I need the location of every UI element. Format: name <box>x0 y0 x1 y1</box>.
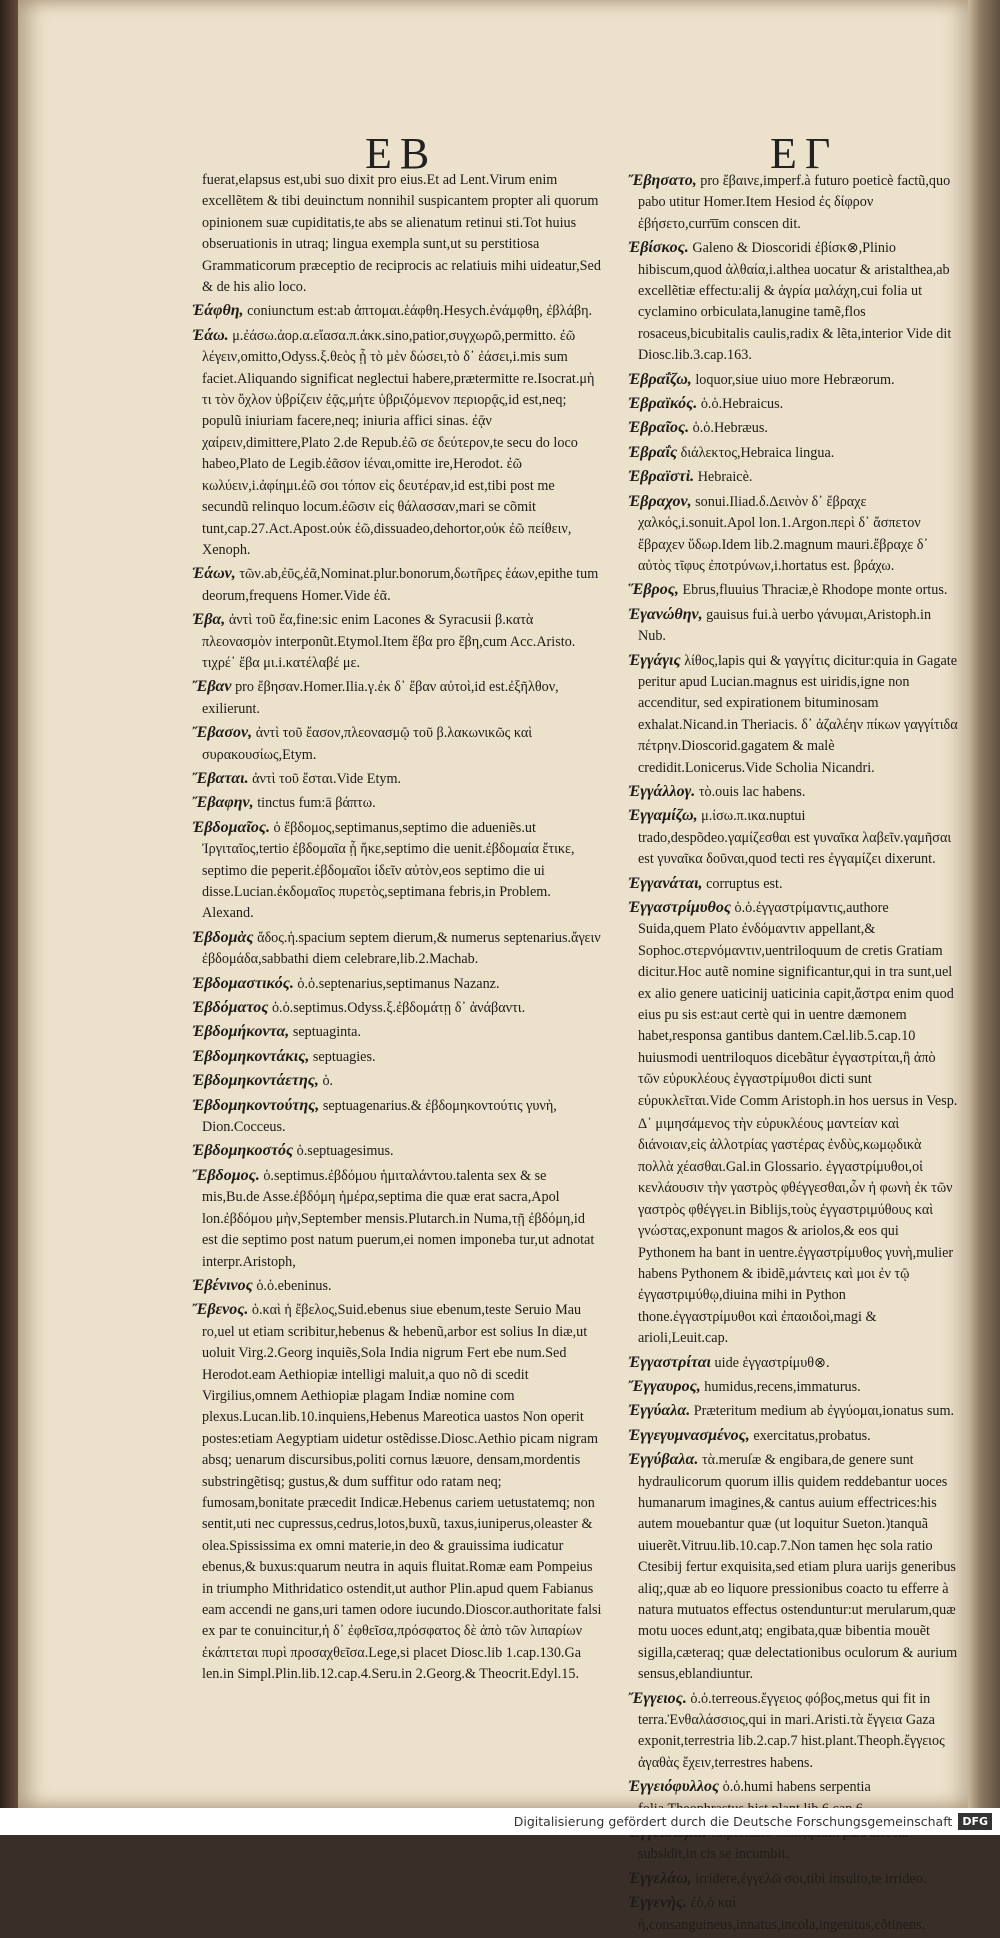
entry-definition: ἄδος.ἡ.spacium septem dierum,& numerus septenarius.ἄγειν ἐβδομάδα,sabbathi diem celebrare,lib.2.Machab. <box>202 929 601 968</box>
entry-headword: Ἐγγάγις <box>628 651 681 669</box>
dictionary-entry <box>628 466 958 488</box>
entry-headword: Ἐάω. <box>192 326 229 344</box>
entry-definition: ὁ.septuagesimus. <box>296 1143 394 1160</box>
entry-headword: Ἐγγενὴς. <box>628 1894 688 1912</box>
entry-headword: Ἐβραΐζω, <box>628 370 692 388</box>
entry-headword: Ἐβραϊκός. <box>628 395 698 413</box>
entry-headword: Ἑάφθη, <box>192 302 244 320</box>
dictionary-entry <box>192 676 604 720</box>
entry-headword: Ἐβδομήκοντα, <box>192 1023 290 1041</box>
dictionary-entry <box>628 873 958 895</box>
dictionary-entry <box>628 897 958 1112</box>
dictionary-entry <box>192 609 604 674</box>
entry-definition: τὰ.meruſæ & engibara,de genere sunt hydraulicorum quorum illis quidem reddebantur uoces humanarum imagines,& cantus auium effectrices:his autem mouebantur quæ (ut loquitur Sueton.)tanquã uiuerẽt.Vitruu.lib.10.cap.7.Non tamen hęc sola ratio Ctesibij fertur exquisita,sed etiam plura uarijs generibus aliq;,quæ ab eo liquore pressionibus coacto tu efferre à natura mutuatos effectus ostenduntur:ut merularum,quæ motu uoces edunt,atq; engibata,quæ bibentia mouẽt sigilla,cæteraq; quæ delectationibus oculorum & aurium sensus,eblandiuntur. <box>638 1452 958 1683</box>
entry-headword: Ἔβαφην, <box>192 794 254 812</box>
entry-headword: Ἐβδομηκοστός <box>192 1142 294 1160</box>
dictionary-entry <box>628 369 958 391</box>
dictionary-entry <box>628 579 958 601</box>
entry-headword: Ἑάων, <box>192 565 236 583</box>
entry-headword: Ἐβδομηκοντούτης, <box>192 1096 320 1114</box>
entry-definition: ὁ.ὁ.septenarius,septimanus Nazanz. <box>297 975 500 992</box>
entry-headword: Ἔγγειος. <box>628 1689 687 1707</box>
entry-definition: pro ἔβησαν.Homer.Ilia.γ.ἐκ δ᾽ ἔβαν αὐτοὶ,id est.ἐξῆλθον, exilierunt. <box>202 679 559 717</box>
dictionary-entry <box>192 563 604 607</box>
dictionary-entry <box>628 1892 958 1936</box>
dictionary-entry <box>192 1095 604 1139</box>
dictionary-entry <box>192 1299 604 1685</box>
entry-definition: humidus,recens,immaturus. <box>704 1378 861 1395</box>
dictionary-entry <box>192 300 604 322</box>
entry-definition: Præteritum medium ab ἐγγύομαι,ionatus sum. <box>693 1403 955 1420</box>
entry-headword: Ἔγγαυρος, <box>628 1377 701 1395</box>
entry-definition: μ.ἐάσω.ἀορ.α.εἴασα.π.ἀκκ.sino,patior,συγχωρῶ,permitto. ἐῶ λέγειν,omitto,Odyss.ξ.θεὸς ᾗ τὸ μὲν δώσει,τὸ δ᾽ ἐάσει,i.mis sum faciet.Aliquando significat neglectui habere,prætermitte re.Isocrat.μὴ τι τὸν ὄχλον ὑβρίζειν ἐᾷς,μήτε ὑβριζόμενον περιορᾷς,id est,neq; populũ iniuriam facere,neq; iniuria affici sinas. ἐᾷν χαίρειν,dimittere,Plato 2.de Repub.ἐῶ σε δεύτερον,te secu do loco habeo,Plato de Legib.ἐᾶσον ἰέναι,omitte ire,Herodot. ἐῶ κωλύειν,i.ἀφίημι.ἐῶ σοι τόπον εἰς δευτέραν,id est,tibi post me secundũ relinquo locum.ἐῶσιν εἰς θάλασσαν,mari se cõmit tunt,cap.27.Act.Apost.οὐκ ἐῶ,dissuadeo,dehortor,οὐκ ἐῶ πείθειν, Xenoph. <box>202 327 595 558</box>
entry-definition: ὁ ἔβδομος,septimanus,septimo die adueniẽs.ut Ἰργιταῖος,tertio ἐβδομαῖα ᾗ ἥκε,septimo die uenit.ἐβδομαία ἔτικε, septimo die peperit.ἐβδομαῖοι ἰδεῖν αὐτὸν,eos septimo die ui disse.Lucian.ἐκδομαῖος πυρετὸς,septimana febris,in Problem. Alexand. <box>202 819 575 922</box>
entry-headword: Ἔβασον, <box>192 724 253 742</box>
entry-definition: coniunctum est:ab ἀπτομαι.ἑάφθη.Hesych.ἐνάμφθη, ἐβλάβη. <box>247 303 593 320</box>
entry-headword: Ἕβρος, <box>628 581 679 599</box>
dictionary-entry <box>628 1688 958 1775</box>
dictionary-entry <box>628 1114 958 1349</box>
dictionary-entry <box>628 805 958 870</box>
entry-definition: διάλεκτος,Hebraica lingua. <box>680 444 835 461</box>
entry-definition: ὁ.ὁ.Hebraicus. <box>700 396 784 413</box>
entry-headword: Ἔβησατο, <box>628 172 697 189</box>
dictionary-entry <box>192 1021 604 1043</box>
entry-definition: ὁ.ὁ.septimus.Odyss.ξ.ἐβδομάτῃ δ᾽ ἀνάβαντι. <box>271 1000 526 1017</box>
entry-headword: Ἐγγαστρίμυθος <box>628 899 731 916</box>
footer-credit: Digitalisierung gefördert durch die Deutsche Forschungsgemeinschaft <box>513 1814 953 1829</box>
entry-definition: corruptus est. <box>706 875 783 892</box>
entry-headword: Ἐβδόματος <box>192 999 269 1017</box>
entry-headword: Ἐγγύβαλα. <box>628 1451 699 1469</box>
dictionary-entry <box>192 1275 604 1297</box>
entry-headword: Ἐβραῖος. <box>628 419 690 437</box>
entry-definition: Ebrus,fluuius Thraciæ,è Rhodope monte ortus. <box>682 582 948 599</box>
entry-headword: Ἐβραΐς <box>628 443 678 461</box>
dictionary-entry <box>628 604 958 648</box>
entry-definition: ἐὸ,ὁ καὶ ἡ,consanguineus,innatus,incola,ingenitus,cõtinens. <box>638 1895 926 1933</box>
entry-headword: Ἐγγάλλογ. <box>628 782 696 800</box>
entry-definition: τῶν.ab,ἐῦς,ἐᾶ,Nominat.plur.bonorum,δωτῆρες ἑάων,epithe tum deorum,frequens Homer.Vide ἐᾶ. <box>202 566 599 604</box>
entry-definition: septuagenarius.& ἐβδομηκοντούτις γυνὴ, Dion.Cocceus. <box>202 1097 557 1136</box>
entry-definition: ὁ.καὶ ἡ ἔβελος,Suid.ebenus siue ebenum,teste Seruio Mau ro,uel ut etiam scribitur,hebenus & hebenũ,arbor est solius In diæ,ut uoluit Virg.2.Georg inquiẽs,Sola India nigrum Fert ebe num.Sed Herodot.eam Aethiopiæ intelligi maluit,a quo nõ di scedit Virgilius,omnem Aethiopiæ plagam Indiæ nomine com plexus.Lucan.lib.10.inquiens,Hebenus Mareotica uastos Non operit postes:etiam Aegyptiam uidetur ostẽdisse.Diosc.Aethio picam nigram absq; uenarum discursibus,politi cornus læuore, densam,mordentis substringẽtisq; gustus,& dum suffitur odo ratam neq; fumosam,bonitate præcedit Indicæ.Hebenus cariem uetustatemq; non sentit,uti nec cupressus,cedrus,lotos,buxũ, taxus,iuniperus,oleaster & olea.Spississima ex omni materie,in deo & grauissima iudicatur ebenus,& buxus:quarum neutra in aquis fluitat.Romæ eam Pompeius in triumpho Mithridatico ostendit,ut author Plin.apud quem Fabianus eam accendi ne gans,uri tamen odore iucundo.Dioscor.authoritate falsi ex par te conuincitur,ἡ δ᾽ ἐφθεῖσα,πρόσφατος δὲ ἀπὸ τῶν λιπαρίων ἐκάπτεται πυρὶ προσαχθεῖσα.Lege,si placet Diosc.lib 1.cap.130.Ga len.in Simpl.Plin.lib.12.cap.4.Seru.in 2.Georg.& Theocrit.Edyl.15. <box>202 1302 602 1683</box>
dictionary-entry <box>192 973 604 995</box>
entry-definition: ἀντὶ τοῦ ἔσται.Vide Etym. <box>252 770 402 787</box>
dictionary-entry <box>192 325 604 561</box>
dictionary-entry <box>628 491 958 578</box>
entry-definition: τὸ.ouis lac habens. <box>698 783 806 800</box>
entry-definition: sonui.Iliad.δ.Δεινὸν δ᾽ ἔβραχε χαλκός,i.sonuit.Apol lon.1.Argon.περὶ δ᾽ ἄσπετον ἔβραχεν ὕδωρ.Idem lib.2.magnum mauri.ἔβραχε δ᾽ αὐτὸς τῖφυς ἐποτρύνων,i.hortatus est. βράχω. <box>638 493 929 574</box>
dictionary-entry <box>192 1046 604 1068</box>
entry-headword: Ἐγγαμίζω, <box>628 807 698 825</box>
dictionary-entry <box>628 417 958 439</box>
dictionary-entry <box>628 170 958 235</box>
entry-headword: Ἐγγειόφυλλος <box>628 1778 720 1796</box>
entry-definition: Hebraicè. <box>697 469 753 486</box>
dictionary-entry <box>628 393 958 415</box>
entry-definition: septuaginta. <box>292 1024 362 1041</box>
entry-headword: Ἐβραχον, <box>628 492 692 510</box>
dictionary-entry <box>628 781 958 803</box>
entry-definition: μ.ίσω.π.ικα.nuptui trado,despõdeo.γαμίζεσθαι est γυναῖκα λαβεῖν.γαμῆσαι est γυναῖκα δοῦναι,quod tecti res ἐγγαμίζει dixerunt. <box>638 808 952 868</box>
entry-definition: λίθος,lapis qui & γαγγίτις dicitur:quia in Gagate peritur apud Lucian.magnus est uiridis,igne non accenditur, sed expirationem bituminosam exhalat.Nicand.in Theriacis. δ᾽ ἀζαλέην πίκων γαγγίτιδα πέτρην.Dioscorid.gagatem & malè credidit.Lonicerus.Vide Scholia Nicandri. <box>638 652 958 776</box>
entry-headword: Ἐγγεγυμνασμένος, <box>628 1426 750 1444</box>
entry-definition: ἀντὶ τοῦ ἔασον,πλεονασμῷ τοῦ β.λακωνικῶς καὶ συρακουσίως,Etym. <box>202 725 533 763</box>
entry-definition: Δ᾽ μιμησάμενος τὴν εὐρυκλέους μαντείαν καὶ διάνοιαν,εἰς ἀλλοτρίας γαστέρας ἐνδὺς,κωμῳδικὰ πολλὰ χέασθαι.Gal.in Glossario. ἐγγαστρίμυθοι,οἱ κενλάουσιν τὴν γαστρὸς φθέγγεσθαι,ὧν ἡ φωνὴ ἐκ τῶν γαστρὸς φθέγγει.in Biblijs,τοὺς ἐγγαστριμύθους καὶ γνώστας,exponunt magos & ariolos,& eos qui Pythonem ha bant in uentre.ἐγγαστρίμυθος γυνὴ,mulier habens Pythonem & ibidẽ,μάντεις καὶ μοι ἐν τῷ ἐγγαστριμύθῳ,diuina mihi in Python thone.ἐγγαστρίμυθοι καὶ ἐπαοιδοὶ,magi & arioli,Leuit.cap. <box>638 1116 954 1347</box>
entry-headword: Ἐγγελάω, <box>628 1869 692 1887</box>
dictionary-entry <box>628 1868 958 1890</box>
right-column <box>628 170 958 1938</box>
dictionary-entry <box>192 1165 604 1273</box>
entry-definition: gauisus fui.à uerbo γάνυμαι,Aristoph.in Nub. <box>638 606 932 645</box>
entry-headword: Ἐβένινος <box>192 1276 253 1294</box>
entry-definition: ὁ.ὁ.humi habens serpentia <box>722 1779 871 1796</box>
dictionary-entry <box>628 237 958 366</box>
dictionary-entry <box>192 722 604 766</box>
dictionary-entry <box>628 650 958 779</box>
dictionary-entry <box>628 1400 958 1422</box>
page-stack-edge <box>968 0 1000 1808</box>
entry-definition: ὁ. <box>322 1073 334 1090</box>
running-head-right: ΕΓ <box>770 129 839 178</box>
dictionary-entry <box>192 792 604 814</box>
entry-headword: Ἔβδομος. <box>192 1166 260 1184</box>
footer-bar <box>0 1808 1000 1835</box>
entry-definition: ὁ.ὁ.ἐγγαστρίμαντις,authore Suida,quem Plato ἐνδόμαντιν appellant,& Sophoc.στερνόμαντιν,uentriloquum de cretis Gratiam dicitur.Hoc autẽ nomine significantur,qui in tra sunt,uel ex alio genere uaticinij uaticinia capit,ἄστρα enim quod eius pu sis est:aut certè qui in uentre dæmonem habet,responsa gantibus dantem.Cæl.lib.5.cap.10 huiusmodi uentriloquos dicebãtur ἐγγαστρίται,ἢ ἀπὸ τῶν εὐρυκλέους ἐγγαστρίμυθοι dicti sunt εὐρυκλεῖται.Vide Comm Aristoph.in hos uersus in Vesp. <box>638 900 958 1109</box>
entry-headword: Ἐβδομὰς <box>192 928 254 946</box>
entry-headword: Ἐβδομαστικός. <box>192 974 294 992</box>
entry-headword: Ἐβδομαῖος. <box>192 818 270 836</box>
entry-definition: uide ἐγγαστρίμυθ⊗. <box>714 1354 830 1371</box>
dictionary-entry <box>628 1352 958 1374</box>
dictionary-entry <box>192 1070 604 1092</box>
dictionary-entry <box>192 927 604 971</box>
entry-definition: ἀντὶ τοῦ ἔα,fine:sic enim Lacones & Syracusii β.κατὰ πλεονασμὸν interponũt.Etymol.Item ἔβα pro ἔβη,cum Acc.Aristo. τιχρέ᾽ ἔβα μι.i.κατέλαβέ με. <box>202 612 576 671</box>
entry-definition: exercitatus,probatus. <box>753 1427 871 1444</box>
entry-headword: Ἔβενος. <box>192 1301 249 1319</box>
entry-headword: Ἐβδομηκοντάκις, <box>192 1047 310 1065</box>
dictionary-entry <box>192 768 604 790</box>
entry-headword: Ἐβραϊστὶ. <box>628 468 695 486</box>
entry-definition: ὁ.ὁ.ebeninus. <box>256 1277 332 1294</box>
entry-headword: Ἐγγανάται, <box>628 874 703 892</box>
dictionary-entry <box>192 170 604 298</box>
entry-headword: Ἔβαται. <box>192 769 249 787</box>
dictionary-entry <box>628 1425 958 1447</box>
entry-definition: loquor,siue uiuo more Hebræorum. <box>695 371 895 388</box>
entry-definition: ὁ.septimus.ἐβδόμου ἡμιταλάντου.talenta sex & se mis,Bu.de Asse.ἐβδόμη ἡμέρα,septima die quæ erat sacra,Apol lon.ἐβδόμου μὴν,September mensis.Plutarch.in Numa,τῇ ἐβδόμη,id est die septimo post natum puerum,ei nomen imponeba tur,ut adnotat interpr.Aristoph, <box>202 1167 595 1270</box>
dictionary-entry <box>192 817 604 925</box>
dictionary-entry <box>628 442 958 464</box>
entry-headword: Ἐβδομηκοντάετης, <box>192 1072 319 1090</box>
dictionary-entry <box>628 1376 958 1398</box>
left-column <box>192 170 604 1688</box>
entry-definition: septuagies. <box>312 1048 376 1065</box>
entry-headword: Ἐγγύαλα. <box>628 1402 691 1420</box>
entry-definition: irridere,ἐγγελῶ σοι,tibi insulto,te irrideo. <box>695 1870 927 1887</box>
entry-definition: Galeno & Dioscoridi ἐβίσκ⊗,Plinio hibiscum,quod ἀλθαία,i.althea uocatur & aristalthea,ab excellẽtiæ effectu:alij & ἀγρία μαλάχη,cui folia ut cyclamino orbiculata,lanugine tamẽ,flos rosaceus,bicubitalis caulis,radix & lẽta,interior Vide dit Diosc.lib.3.cap.163. <box>638 240 952 364</box>
running-head-left: EB <box>365 129 438 178</box>
entry-headword: Ἐγγαστρίται <box>628 1353 711 1371</box>
dfg-logo: DFG <box>958 1813 992 1830</box>
dictionary-entry <box>628 1449 958 1685</box>
entry-headword: Ἐβα, <box>192 611 226 629</box>
dictionary-entry <box>192 1140 604 1162</box>
dictionary-entry <box>192 997 604 1019</box>
entry-definition: ὁ.ὁ.terreous.ἔγγειος φόβος,metus qui fit in terra.Ἐνθαλάσσιος,qui in mari.Aristi.τὰ ἔγγεια Gaza exponit,terrestria lib.2.cap.7 hist.plant.Theoph.ἔγγειος ἀγαθὰς ἔχειν,terrestres habens. <box>638 1690 945 1771</box>
entry-headword: Ἔβαν <box>192 678 232 696</box>
entry-headword: Ἐβίσκος. <box>628 239 689 257</box>
entry-definition: tinctus fum:ā βάπτω. <box>257 795 376 812</box>
entry-definition: subsidit,in cis se incumbit. <box>638 1846 789 1863</box>
entry-headword: Ἐγανώθην, <box>628 605 703 623</box>
entry-definition: pro ἔβαινε,imperf.à futuro poeticè factũ,quo pabo utitur Homer.Item Hesiod ἐς δίφρον ἐβήσετο,curr͞um conscen dit. <box>638 173 951 232</box>
entry-definition: ὁ.ὁ.Hebræus. <box>692 420 768 437</box>
entry-definition: fuerat,elapsus est,ubi suo dixit pro eius.Et ad Lent.Virum enim excellẽtem & tibi deuinctum nonnihil suspicantem propter ali quorum opinionem suæ cupiditatis,te abs se alienatum retinui sti.Tot huius obseruationis in utraq; lingua exempla sunt,ut su perstitiosa Grammaticorum præceptio de reciprocis ac relatiuis mihi uideatur,Sed & de his alio loco. <box>202 172 601 296</box>
